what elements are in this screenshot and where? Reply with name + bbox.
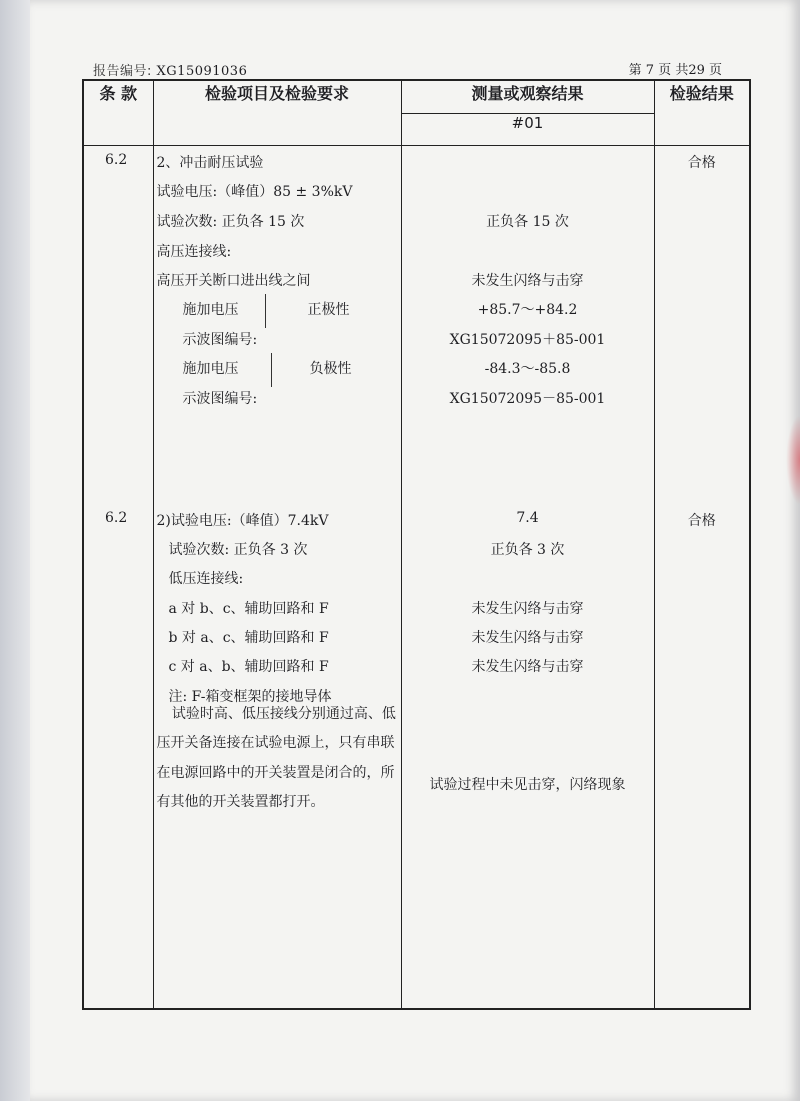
m2-process: 试验过程中未见击穿，闪络现象 xyxy=(429,776,626,793)
clause-1: 6.2 xyxy=(105,151,128,168)
page-info: 第 7 页 共29 页 xyxy=(628,63,722,78)
m1-count: 正负各 15 次 xyxy=(486,213,569,230)
report-number xyxy=(93,60,247,79)
m2-a: 未发生闪络与击穿 xyxy=(471,600,584,617)
s2-paragraph: 试验时高、低压接线分别通过高、低压开关备连接在试验电源上，只有串联在电源回路中的开关装置是闭合的，所有其他的开关装置都打开。 xyxy=(156,705,396,810)
result-2: 合格 xyxy=(687,512,716,529)
s1-count: 试验次数: 正负各 15 次 xyxy=(156,213,305,230)
s1-hv-conn: 高压连接线: xyxy=(156,243,232,260)
report-number-label: 报告编号: xyxy=(93,64,152,79)
s2-b: b 对 a、c、辅助回路和 F xyxy=(168,629,329,646)
s2-c: c 对 a、b、辅助回路和 F xyxy=(168,658,329,675)
m2-voltage: 7.4 xyxy=(516,509,539,526)
m1-wave1: XG15072095＋85-001 xyxy=(449,331,606,348)
report-number-value: XG15091036 xyxy=(156,64,248,79)
s1-breaker: 高压开关断口进出线之间 xyxy=(156,272,311,289)
s1-applied-neg: 施加电压 xyxy=(182,360,239,377)
col-header-result: 检验结果 xyxy=(654,80,750,145)
s1-title: 2、冲击耐压试验 xyxy=(156,154,264,171)
s1-voltage: 试验电压:（峰值）85 ± 3%kV xyxy=(156,183,353,200)
m2-count: 正负各 3 次 xyxy=(490,541,565,558)
m1-negative: -84.3～-85.8 xyxy=(484,360,571,377)
m1-wave2: XG15072095－85-001 xyxy=(449,390,606,407)
col-header-item: 检验项目及检验要求 xyxy=(153,80,401,145)
col-header-clause: 条 款 xyxy=(83,80,153,145)
stamp-edge-mark xyxy=(786,415,800,505)
col-header-measure: 测量或观察结果 xyxy=(401,80,654,113)
m1-positive: +85.7～+84.2 xyxy=(477,301,578,318)
s2-note: 注: F-箱变框架的接地导体 xyxy=(168,688,332,705)
bracket-neg xyxy=(271,353,272,387)
s1-wave1: 示波图编号: xyxy=(182,331,258,348)
item-cell xyxy=(153,145,401,1009)
result-1: 合格 xyxy=(687,154,716,171)
col-header-sample: #01 xyxy=(401,113,654,145)
clause-cell xyxy=(83,145,153,1009)
m1-breaker: 未发生闪络与击穿 xyxy=(471,272,584,289)
inspection-table xyxy=(82,79,751,1010)
s2-count: 试验次数: 正负各 3 次 xyxy=(168,541,308,558)
bracket-pos xyxy=(265,294,266,328)
binding-edge xyxy=(0,0,34,1101)
clause-2: 6.2 xyxy=(105,509,128,526)
s2-a: a 对 b、c、辅助回路和 F xyxy=(168,600,329,617)
m2-c: 未发生闪络与击穿 xyxy=(471,658,584,675)
s1-negative: 负极性 xyxy=(309,360,352,377)
s1-applied-pos: 施加电压 xyxy=(182,301,239,318)
s2-lv-conn: 低压连接线: xyxy=(168,570,244,587)
m2-b: 未发生闪络与击穿 xyxy=(471,629,584,646)
result-cell xyxy=(654,145,750,1009)
s2-voltage: 2)试验电压:（峰值）7.4kV xyxy=(156,512,329,529)
measure-cell xyxy=(401,145,654,1009)
s1-wave2: 示波图编号: xyxy=(182,390,258,407)
s1-positive: 正极性 xyxy=(307,301,350,318)
